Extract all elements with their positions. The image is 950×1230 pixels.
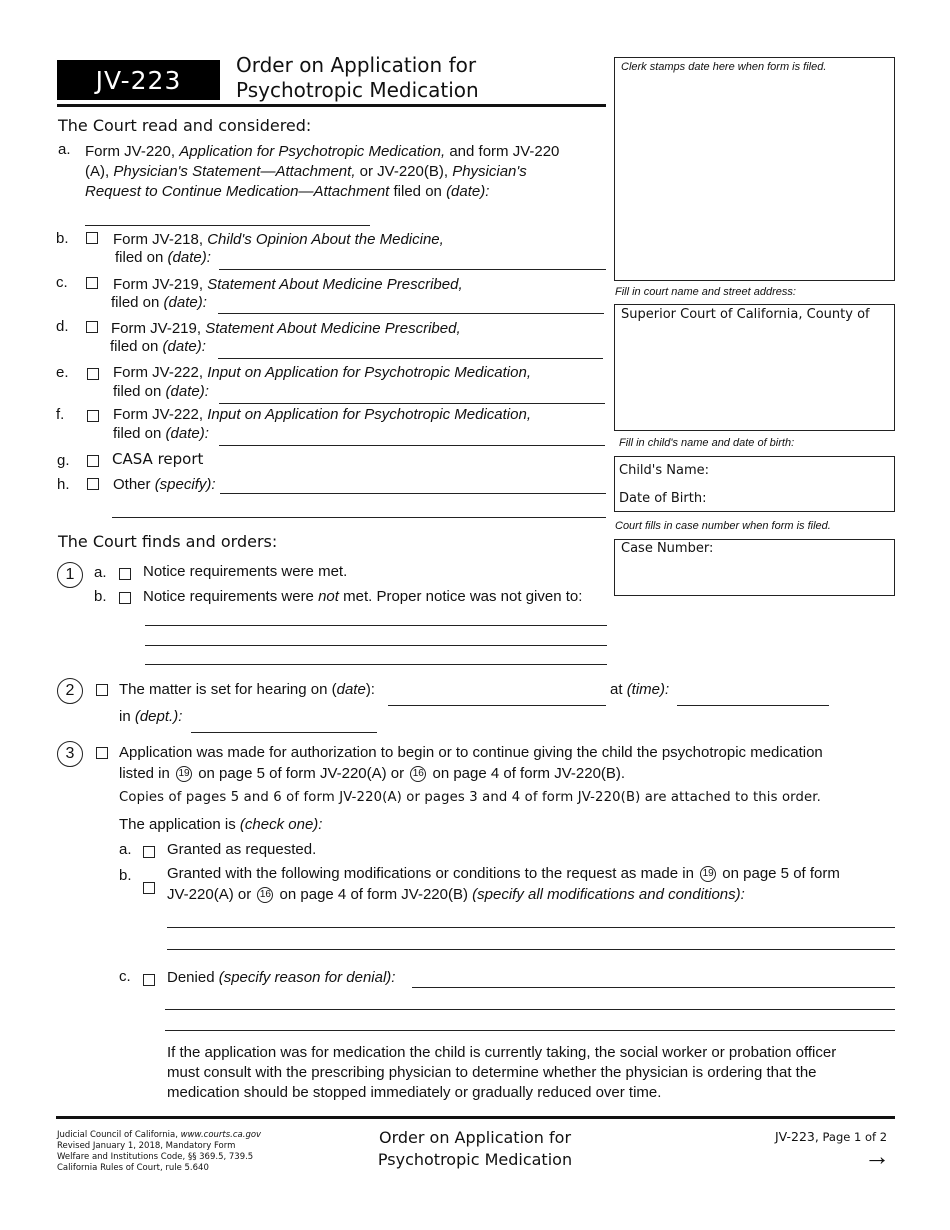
item-2-dept: in (dept.): bbox=[119, 708, 183, 725]
ref-16-icon: 16 bbox=[257, 887, 273, 903]
item-d-date-line[interactable] bbox=[218, 358, 603, 359]
item-3b-line2: JV-220(A) or 16 on page 4 of form JV-220(B) (specify all modifications and conditions): bbox=[167, 886, 745, 903]
notice-line-1[interactable] bbox=[145, 625, 607, 626]
item-a-text: Form JV-220, Application for Psychotropic Medication, and form JV-220 (A), Physician's Statement—Attachment, or JV-220(B), Physician's Request to Continue Medication—Attachment filed on (date): bbox=[85, 143, 560, 200]
case-number-field[interactable] bbox=[614, 539, 895, 596]
denial-line-2[interactable] bbox=[165, 1009, 895, 1010]
item-b-letter: b. bbox=[56, 230, 69, 247]
court-name-field[interactable] bbox=[614, 304, 895, 431]
item-e-checkbox[interactable] bbox=[87, 368, 99, 380]
item-e-filed: filed on (date): bbox=[113, 383, 209, 400]
item-3-line1: Application was made for authorization to begin or to continue giving the child the psychotropic medication bbox=[119, 744, 823, 761]
footer-page: JV-223, Page 1 of 2 bbox=[775, 1129, 888, 1144]
item-f-date-line[interactable] bbox=[219, 445, 605, 446]
item-e-text: Form JV-222, Input on Application for Psychotropic Medication, bbox=[113, 364, 531, 381]
hearing-dept-line[interactable] bbox=[191, 732, 377, 733]
item-1a-text: Notice requirements were met. bbox=[143, 563, 348, 580]
item-a-letter: a. bbox=[58, 141, 71, 158]
item-2-text: The matter is set for hearing on (date): bbox=[119, 681, 375, 698]
clerk-stamp-box bbox=[614, 57, 895, 281]
child-name-label: Child's Name: bbox=[619, 463, 710, 478]
denial-line-1[interactable] bbox=[412, 987, 895, 988]
item-2-at: at (time): bbox=[610, 681, 670, 698]
hearing-date-line[interactable] bbox=[388, 705, 606, 706]
item-c-date-line[interactable] bbox=[218, 313, 604, 314]
child-label: Fill in child's name and date of birth: bbox=[619, 437, 795, 449]
next-page-arrow-icon[interactable]: → bbox=[864, 1141, 890, 1171]
form-code-box bbox=[57, 60, 220, 100]
ref-19-icon: 19 bbox=[700, 866, 716, 882]
item-h-letter: h. bbox=[57, 476, 70, 493]
item-3a-text: Granted as requested. bbox=[167, 841, 317, 858]
item-g-letter: g. bbox=[57, 452, 70, 469]
item-3b-letter: b. bbox=[119, 867, 132, 884]
item-d-letter: d. bbox=[56, 318, 69, 335]
ref-19-icon: 19 bbox=[176, 766, 192, 782]
item-g-text: CASA report bbox=[112, 450, 204, 468]
item-3-note: If the application was for medication the child is currently taking, the social worker or probation officer must consult with the prescribing physician to determine whether the physician is ordering that the medication should be stopped immediately or gradually reduced over time. bbox=[167, 1044, 837, 1101]
court-label: Fill in court name and street address: bbox=[615, 286, 796, 298]
item-1b-letter: b. bbox=[94, 588, 107, 605]
item-d-checkbox[interactable] bbox=[86, 321, 98, 333]
item-b-filed: filed on (date): bbox=[115, 249, 211, 266]
dob-label: Date of Birth: bbox=[619, 491, 707, 506]
item-3-number: 3 bbox=[57, 741, 83, 767]
item-h-checkbox[interactable] bbox=[87, 478, 99, 490]
modifications-line-2[interactable] bbox=[167, 949, 895, 950]
item-c-letter: c. bbox=[56, 274, 68, 291]
item-g-checkbox[interactable] bbox=[87, 455, 99, 467]
item-f-text: Form JV-222, Input on Application for Psychotropic Medication, bbox=[113, 406, 531, 423]
item-f-letter: f. bbox=[56, 406, 65, 423]
item-3-application-is: The application is (check one): bbox=[119, 816, 323, 833]
item-3a-checkbox[interactable] bbox=[143, 846, 155, 858]
item-e-letter: e. bbox=[56, 364, 69, 381]
item-3b-line1: Granted with the following modifications or conditions to the request as made in 19 on page 5 of form bbox=[167, 865, 840, 882]
footer-left: Judicial Council of California, www.courts.ca.gov Revised January 1, 2018, Mandatory Form Welfare and Institutions Code, §§ 369.5, 739.5 California Rules of Court, rule 5.640 bbox=[57, 1130, 262, 1173]
notice-line-2[interactable] bbox=[145, 645, 607, 646]
item-3-checkbox[interactable] bbox=[96, 747, 108, 759]
form-title: Order on Application for Psychotropic Medication bbox=[236, 53, 479, 102]
item-c-filed: filed on (date): bbox=[111, 294, 207, 311]
footer-title: Order on Application for Psychotropic Medication bbox=[377, 1128, 573, 1169]
item-a-date-line[interactable] bbox=[85, 225, 370, 226]
item-3c-checkbox[interactable] bbox=[143, 974, 155, 986]
item-b-checkbox[interactable] bbox=[86, 232, 98, 244]
item-h-line-2[interactable] bbox=[112, 517, 606, 518]
item-3-line2: listed in 19 on page 5 of form JV-220(A) or 16 on page 4 of form JV-220(B). bbox=[119, 765, 626, 782]
item-h-line-1[interactable] bbox=[220, 493, 606, 494]
finds-heading: The Court finds and orders: bbox=[58, 532, 278, 551]
hearing-time-line[interactable] bbox=[677, 705, 829, 706]
item-b-text: Form JV-218, Child's Opinion About the Medicine, bbox=[113, 231, 444, 248]
item-1a-checkbox[interactable] bbox=[119, 568, 131, 580]
case-label: Court fills in case number when form is filed. bbox=[615, 520, 831, 532]
item-d-text: Form JV-219, Statement About Medicine Prescribed, bbox=[111, 320, 461, 337]
child-info-field[interactable] bbox=[614, 456, 895, 512]
modifications-line-1[interactable] bbox=[167, 927, 895, 928]
item-2-number: 2 bbox=[57, 678, 83, 704]
item-d-filed: filed on (date): bbox=[110, 338, 206, 355]
clerk-label: Clerk stamps date here when form is filed. bbox=[621, 61, 827, 73]
item-h-text: Other (specify): bbox=[113, 476, 216, 493]
form-code: JV-223 bbox=[95, 65, 182, 95]
item-3a-letter: a. bbox=[119, 841, 132, 858]
ref-16-icon: 16 bbox=[410, 766, 426, 782]
item-f-filed: filed on (date): bbox=[113, 425, 209, 442]
denial-line-3[interactable] bbox=[165, 1030, 895, 1031]
item-1b-text: Notice requirements were not met. Proper notice was not given to: bbox=[143, 588, 583, 605]
footer-rule bbox=[56, 1116, 895, 1119]
item-b-date-line[interactable] bbox=[219, 269, 606, 270]
notice-line-3[interactable] bbox=[145, 664, 607, 665]
item-c-text: Form JV-219, Statement About Medicine Prescribed, bbox=[113, 276, 463, 293]
item-3c-letter: c. bbox=[119, 968, 131, 985]
item-3c-text: Denied (specify reason for denial): bbox=[167, 969, 396, 986]
header-rule bbox=[57, 104, 606, 107]
item-c-checkbox[interactable] bbox=[86, 277, 98, 289]
item-3b-checkbox[interactable] bbox=[143, 882, 155, 894]
item-f-checkbox[interactable] bbox=[87, 410, 99, 422]
item-1b-checkbox[interactable] bbox=[119, 592, 131, 604]
item-3-copies: Copies of pages 5 and 6 of form JV-220(A) or pages 3 and 4 of form JV-220(B) are attached to this order. bbox=[119, 790, 821, 805]
item-1a-letter: a. bbox=[94, 564, 107, 581]
item-1-number: 1 bbox=[57, 562, 83, 588]
considered-heading: The Court read and considered: bbox=[58, 116, 312, 135]
item-2-checkbox[interactable] bbox=[96, 684, 108, 696]
item-e-date-line[interactable] bbox=[219, 403, 605, 404]
court-value: Superior Court of California, County of bbox=[621, 307, 870, 322]
case-number-label: Case Number: bbox=[621, 541, 714, 556]
